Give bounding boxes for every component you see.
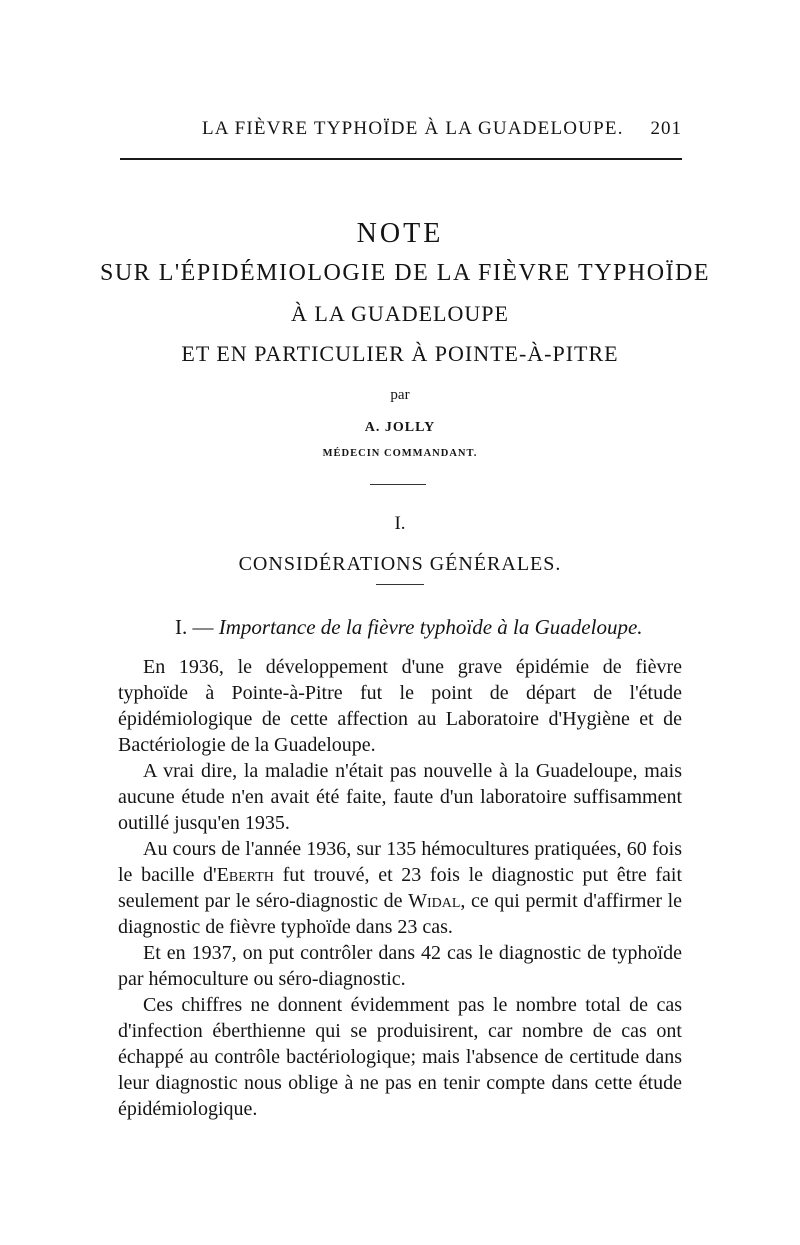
name-widal: Widal: [408, 890, 461, 912]
paragraph-3-text-c: , ce qui permit d'affirmer le diagnostic de fièvre typhoïde dans 23 cas.: [118, 890, 683, 938]
divider-rule: [370, 484, 426, 485]
page-number: 201: [650, 118, 682, 139]
subsection-number: I. —: [175, 615, 214, 639]
title-line-epidemiology: SUR L'ÉPIDÉMIOLOGIE DE LA FIÈVRE TYPHOÏDE: [100, 260, 711, 286]
paragraph-3: [118, 836, 682, 940]
author-name: A. JOLLY: [364, 420, 436, 435]
paragraph-3-text-a: Au cours de l'année 1936, sur 135 hémocultures pratiquées, 60 fois le bacille d': [118, 838, 682, 886]
author-role: MÉDECIN COMMANDANT.: [322, 448, 478, 459]
body-text: [118, 654, 682, 1122]
paragraph-5: Ces chiffres ne donnent évidemment pas le nombre total de cas d'infection éberthienne qui se produisirent, car nombre de cas ont échappé au contrôle bactériologique; mais l'absence de certitude dans leur diagnostic nous oblige à ne pas en tenir compte dans cette étude épidémiologique.: [118, 994, 682, 1120]
running-head: [120, 118, 682, 142]
name-eberth: Eberth: [216, 864, 274, 886]
section-divider-rule: [376, 584, 424, 585]
section-title: CONSIDÉRATIONS GÉNÉRALES.: [238, 553, 562, 575]
paragraph-4: Et en 1937, on put contrôler dans 42 cas le diagnostic de typhoïde par hémoculture ou séro-diagnostic.: [118, 942, 682, 990]
running-title: LA FIÈVRE TYPHOÏDE À LA GUADELOUPE.: [202, 118, 624, 139]
title-line-pointe-a-pitre: ET EN PARTICULIER À POINTE-À-PITRE: [181, 341, 619, 366]
paragraph-1: En 1936, le développement d'une grave épidémie de fièvre typhoïde à Pointe-à-Pitre fut le point de départ de l'étude épidémiologique de cette affection au Laboratoire d'Hygiène et de Bactériologie de la Guadeloupe.: [118, 656, 682, 756]
title-line-note: NOTE: [356, 218, 444, 249]
paragraph-3-text-b: fut trouvé, et 23 fois le diagnostic put être fait seulement par le séro-diagnostic de: [118, 864, 683, 912]
subsection-heading: [175, 615, 643, 640]
subsection-title: Importance de la fièvre typhoïde à la Guadeloupe.: [218, 615, 643, 639]
paragraph-2: A vrai dire, la maladie n'était pas nouvelle à la Guadeloupe, mais aucune étude n'en avait été faite, faute d'un laboratoire suffisamment outillé jusqu'en 1935.: [118, 760, 682, 834]
section-number: I.: [394, 513, 406, 534]
byline-par: par: [390, 387, 410, 403]
title-line-guadeloupe: À LA GUADELOUPE: [291, 301, 509, 326]
header-rule: [120, 158, 682, 160]
